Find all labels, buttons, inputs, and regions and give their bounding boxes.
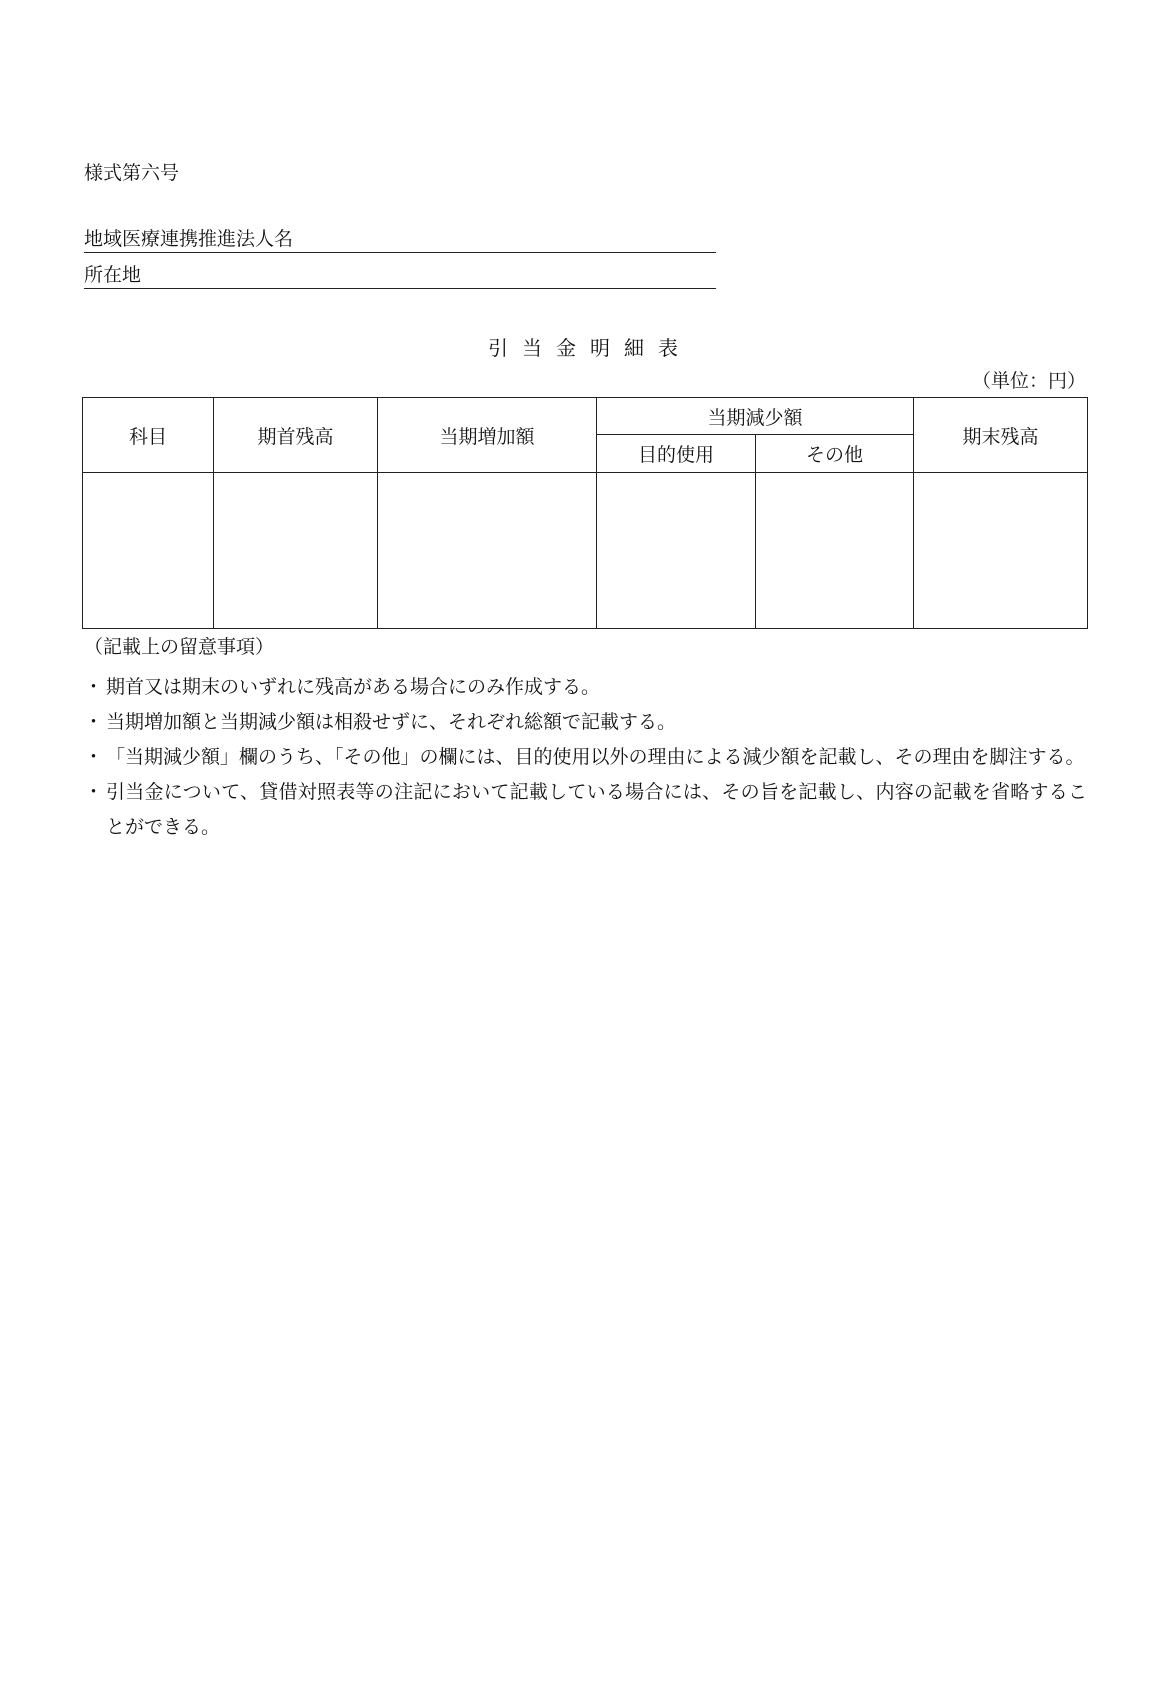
note-item <box>84 705 1087 740</box>
cell-increase <box>378 473 597 629</box>
allowance-detail-table <box>82 397 1088 629</box>
unit-label: （単位：円） <box>971 370 1086 392</box>
form-number: 様式第六号 <box>84 162 180 184</box>
note-bullet: ・ <box>84 746 104 768</box>
header-decrease-purpose-use: 目的使用 <box>597 435 756 473</box>
notes-section <box>84 634 1087 845</box>
cell-decrease-purpose-use <box>597 473 756 629</box>
address-field <box>84 262 716 289</box>
note-bullet: ・ <box>84 676 104 698</box>
address-label: 所在地 <box>84 264 142 286</box>
note-text: 引当金について、貸借対照表等の注記において記載している場合には、その旨を記載し、内容の記載を省略することができる。 <box>106 781 1087 838</box>
note-bullet: ・ <box>84 781 104 803</box>
note-text: 当期増加額と当期減少額は相殺せずに、それぞれ総額で記載する。 <box>106 711 677 733</box>
header-decrease-other: その他 <box>756 435 914 473</box>
note-item <box>84 740 1087 775</box>
table-row <box>83 473 1088 629</box>
note-bullet: ・ <box>84 711 104 733</box>
header-account: 科目 <box>83 398 214 473</box>
cell-decrease-other <box>756 473 914 629</box>
corporation-name-label: 地域医療連携推進法人名 <box>84 228 294 250</box>
note-text: 期首又は期末のいずれに残高がある場合にのみ作成する。 <box>106 676 601 698</box>
header-closing-balance: 期末残高 <box>914 398 1088 473</box>
notes-heading: （記載上の留意事項） <box>84 636 275 658</box>
table-title: 引当金明細表 <box>488 336 692 360</box>
note-item <box>84 775 1087 845</box>
cell-closing-balance <box>914 473 1088 629</box>
cell-opening-balance <box>214 473 378 629</box>
header-increase: 当期増加額 <box>378 398 597 473</box>
note-text: 「当期減少額」欄のうち、「その他」の欄には、目的使用以外の理由による減少額を記載し、その理由を脚注する。 <box>106 746 1085 768</box>
cell-account <box>83 473 214 629</box>
header-decrease: 当期減少額 <box>597 398 914 435</box>
header-opening-balance: 期首残高 <box>214 398 378 473</box>
note-item <box>84 670 1087 705</box>
corporation-name-field <box>84 226 716 253</box>
